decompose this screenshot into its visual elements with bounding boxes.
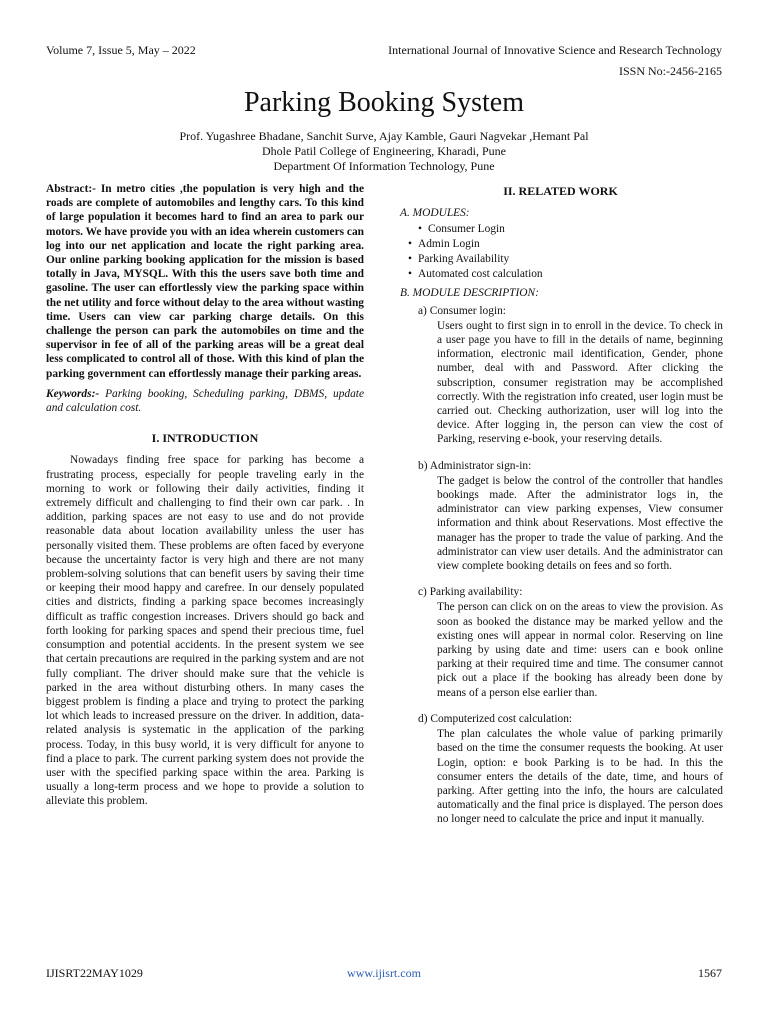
authors: Prof. Yugashree Bhadane, Sanchit Surve, Ajay Kamble, Gauri Nagvekar ,Hemant Pal [179,129,589,143]
volume-info: Volume 7, Issue 5, May – 2022 [46,43,196,57]
bullet-icon: • [408,253,412,266]
item-label: d) [418,712,428,725]
affiliation-department: Department Of Information Technology, Pune [273,159,495,173]
bullet-icon: • [408,268,412,281]
item-text: The person can click on on the areas to view the provision. As soon as booked the distance may be marked yellow and the existing ones will appear in normal color. Reserving on line parking by using date and time: users can e book online parking at their required time and time. The consumer cannot pick out a place if the booking has already been done by means of a person else earlier than. [437,601,723,699]
related-work-heading: II. RELATED WORK [503,184,618,198]
intro-heading: I. INTRODUCTION [151,431,259,446]
modules-list [398,222,723,282]
list-item: • Admin Login [408,238,480,251]
bullet-icon: • [408,238,412,251]
paper-id: IJISRT22MAY1029 [46,966,143,980]
item-text: Users ought to first sign in to enroll in the device. To check in a user page you have to fill in the details of name, beginning information, electronic mail identification, Gender, phone number, deal with and Password. After clicking the subscription, consumer registration may be accomplished correctly. With the registration info created, user login must be carried out. Checking authorization, user will log into the device. After logging in, the person can view the cost of Parking, reserving e-book, your reserving details. [437,319,723,446]
page-number: 1567 [698,966,722,980]
list-item: • Automated cost calculation [408,268,543,281]
list-item: • Parking Availability [408,253,510,266]
item-label: b) [418,459,428,472]
item-title: Administrator sign-in: [429,459,532,472]
module-item-consumer-login [398,304,723,447]
intro-paragraph: Nowadays finding free space for parking has become a frustrating process, especially for people traveling early in the morning to work or following their daily activities, finding it extremely difficult and challenging to find their own car park. . In addition, parking spaces are not easy to use and do not provide reasonable data about location availability unless the user has personally visited them. These problems are often faced by everyone because the uncertainty factor is very high and there are not many problem-solving solutions that can benefit users by saving their time or keeping their mood happy and carefree. In our densely populated cities and districts, finding a parking space becomes increasingly difficult as traffic congestion increases. Drivers should go back and forth looking for parking spaces and spend their precious time, fuel consumption and potential accidents. In the present system we see that certain precautions are required in the parking system and are not fully compliant. The driver should make sure that the vehicle is parked in the area without disturbing others. In many cases the biggest problem is finding a place and trying to protect the parking lot which leads to increased pressure on the driver. In addition, data-related analysis is systematic in the application of the parking process. Today, in this busy world, it is very difficult for anyone to find a place to park. The current parking system does not provide the user with the specified parking space within the area. Parking is usually a long-term process and we hope to provide a solution to alleviate this problem. [46,454,364,808]
list-item: • Consumer Login [418,223,505,236]
item-text: The plan calculates the whole value of parking primarily based on the time the consumer requests the booking. At user Login, option: e book Parking is to be had. In this the consumer enters the details of the date, time, and hours of parking. After getting into the info, the hours are calculated automatically and the final price is displayed. The person does no longer need to calculate the price and input it manually. [437,728,723,826]
keywords-text: Parking booking, Scheduling parking, DBMS, update and calculation cost. [46,387,364,415]
paper-title: Parking Booking System [243,87,524,118]
left-column [46,182,364,809]
keywords-label: Keywords:- [46,387,100,400]
module-item-cost-calculation [398,712,723,827]
modules-heading: A. MODULES: [400,207,470,220]
item-title: Consumer login: [429,304,506,317]
module-item-parking-availability [398,585,723,700]
issn: ISSN No:-2456-2165 [618,64,722,78]
affiliation-college: Dhole Patil College of Engineering, Kharadi, Pune [262,144,506,158]
module-description-heading: B. MODULE DESCRIPTION: [400,287,539,300]
item-text: The gadget is below the control of the controller that handles bookings made. After the administrator logs in, the administrator can view parking expenses, View consumer information and think about Reservations. Most effective the manager has the proper to trade the value of parking. And the administrator can view user details. And the administrator can view complete booking details on fees and so forth. [437,474,723,573]
right-column [398,182,723,827]
item-title: Computerized cost calculation: [430,712,573,725]
item-label: a) [418,304,427,317]
journal-url-link[interactable]: www.ijisrt.com [347,966,421,980]
abstract: Abstract:- In metro cities ,the population is very high and the roads are complete of automobiles and lengthy cars. To this kind of large population it becomes hard to find an area to park our motors. We have provide you with an idea wherein customers can log into our net application and locate the right parking area. Our online parking booking application for the mission is based totally in Java, MYSQL. With this the users save both time and gasoline. The user can effortlessly view the parking space within the net utility and force without delay to the area without wasting time. Users can view car parking charge details. On this challenge the person can park the automobiles on time and the supervisor in fee of all of the parking areas will be a great deal less complicated to control all of those. With this kind of plan the parking government can effortlessly manage their parking areas. [46,183,364,380]
item-label: c) [418,586,427,599]
journal-name: International Journal of Innovative Science and Research Technology [388,43,722,57]
bullet-icon: • [418,223,422,236]
module-item-administrator [398,459,723,574]
item-title: Parking availability: [429,586,523,599]
keywords [46,387,364,415]
